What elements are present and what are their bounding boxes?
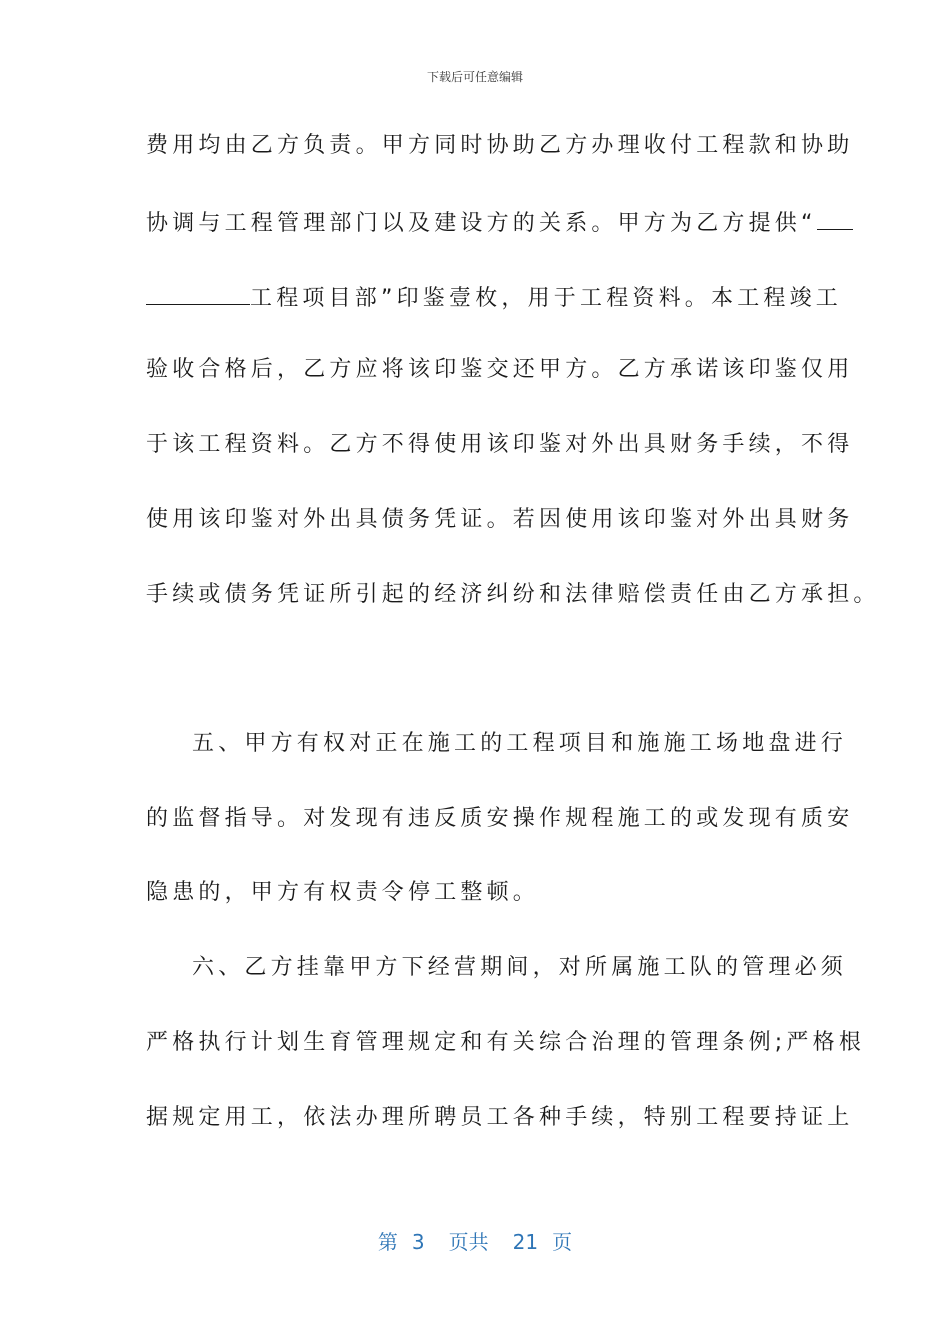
text-segment: 工程项目部”印鉴壹枚，用于工程资料。本工程竣工: [250, 286, 842, 311]
page-total: 21: [512, 1230, 539, 1254]
page-mid: 页共: [448, 1230, 489, 1254]
page-suffix: 页: [552, 1230, 573, 1254]
text-line: 严格执行计划生育管理规定和有关综合治理的管理条例;严格根: [146, 1030, 866, 1055]
text-line: 手续或债务凭证所引起的经济纠纷和法律赔偿责任由乙方承担。: [146, 582, 880, 607]
page-number: 3: [411, 1230, 425, 1254]
text-line: 使用该印鉴对外出具债务凭证。若因使用该印鉴对外出具财务: [146, 507, 854, 532]
page-prefix: 第: [377, 1230, 398, 1254]
text-line: 的监督指导。对发现有违反质安操作规程施工的或发现有质安: [146, 806, 854, 831]
fill-in-blank: [817, 209, 853, 230]
text-segment: 协调与工程管理部门以及建设方的关系。甲方为乙方提供“: [146, 211, 817, 236]
text-line: 验收合格后，乙方应将该印鉴交还甲方。乙方承诺该印鉴仅用: [146, 357, 854, 382]
text-line: 五、甲方有权对正在施工的工程项目和施施工场地盘进行: [192, 731, 848, 756]
text-line: 于该工程资料。乙方不得使用该印鉴对外出具财务手续，不得: [146, 432, 854, 457]
text-line: 费用均由乙方负责。甲方同时协助乙方办理收付工程款和协助: [146, 133, 854, 158]
page-footer: [0, 1226, 950, 1255]
text-line: 据规定用工，依法办理所聘员工各种手续，特别工程要持证上: [146, 1105, 854, 1130]
text-line: [146, 209, 853, 237]
fill-in-blank: [146, 284, 250, 305]
page-header-note: 下载后可任意编辑: [426, 70, 523, 84]
text-line: 六、乙方挂靠甲方下经营期间，对所属施工队的管理必须: [192, 955, 848, 980]
text-line: 隐患的，甲方有权责令停工整顿。: [146, 880, 540, 905]
text-line: [146, 284, 842, 312]
